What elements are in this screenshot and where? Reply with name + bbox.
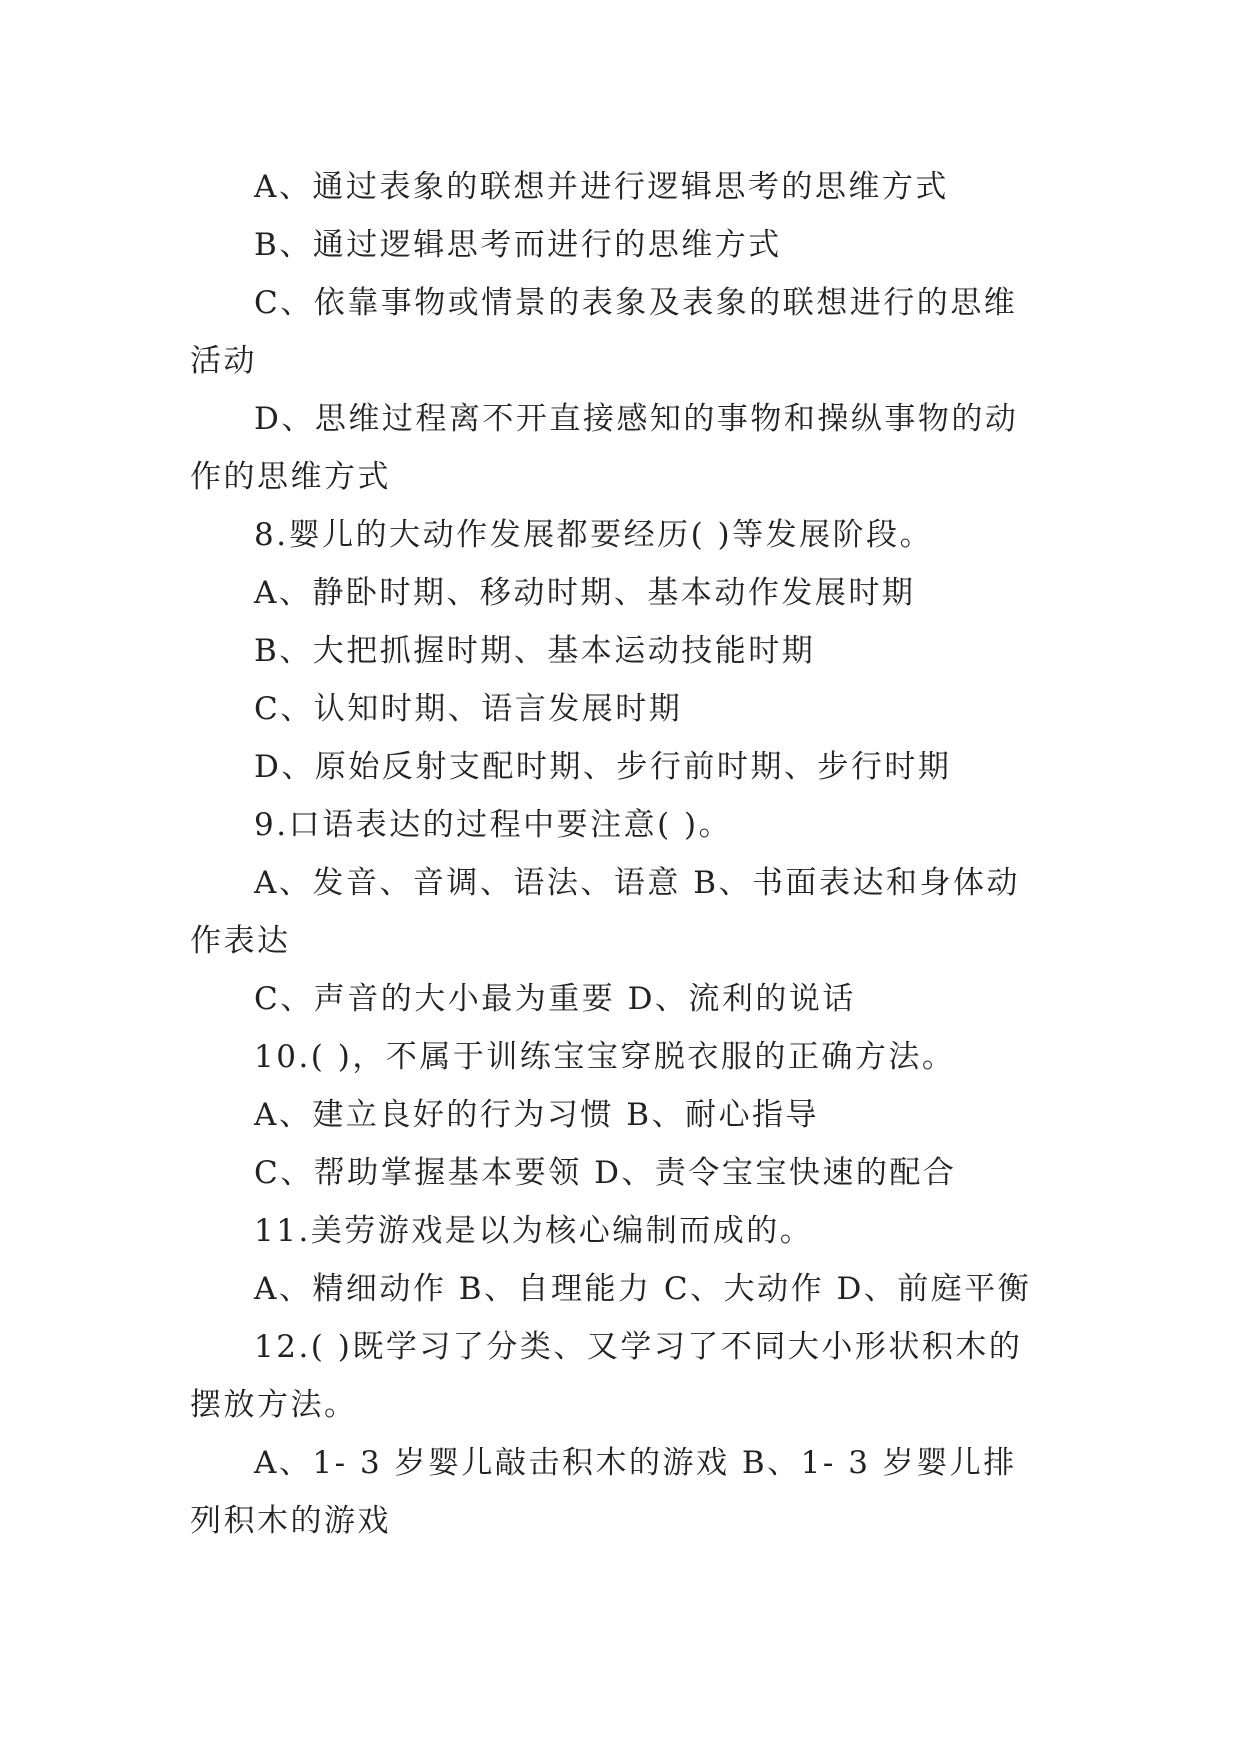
option-d-line: D、思维过程离不开直接感知的事物和操纵事物的动作的思维方式 (190, 401, 1019, 495)
question-10: 10.( )，不属于训练宝宝穿脱衣服的正确方法。 (254, 1039, 956, 1075)
question-8: 8.婴儿的大动作发展都要经历( )等发展阶段。 (254, 517, 934, 553)
q8-option-a: A、静卧时期、移动时期、基本动作发展时期 (254, 575, 916, 611)
q12-options-ab: A、1- 3 岁婴儿敲击积木的游戏 B、1- 3 岁婴儿排列积木的游戏 (190, 1445, 1017, 1539)
option-c-line: C、依靠事物或情景的表象及表象的联想进行的思维活动 (190, 285, 1018, 379)
q8-option-b: B、大把抓握时期、基本运动技能时期 (254, 633, 816, 669)
q10-options-ab: A、建立良好的行为习惯 B、耐心指导 (254, 1097, 820, 1133)
q8-option-d: D、原始反射支配时期、步行前时期、步行时期 (254, 749, 952, 785)
question-9: 9.口语表达的过程中要注意( )。 (254, 807, 733, 843)
question-11: 11.美劳游戏是以为核心编制而成的。 (254, 1213, 814, 1249)
q11-options: A、精细动作 B、自理能力 C、大动作 D、前庭平衡 (254, 1271, 1032, 1307)
q9-options-ab: A、发音、音调、语法、语意 B、书面表达和身体动作表达 (190, 865, 1021, 959)
option-a-line: A、通过表象的联想并进行逻辑思考的思维方式 (254, 169, 949, 205)
document-body (190, 158, 1050, 1550)
option-b-line: B、通过逻辑思考而进行的思维方式 (254, 227, 782, 263)
q9-options-cd: C、声音的大小最为重要 D、流利的说话 (254, 981, 856, 1017)
question-12: 12.( )既学习了分类、又学习了不同大小形状积木的摆放方法。 (190, 1329, 1023, 1423)
q10-options-cd: C、帮助掌握基本要领 D、责令宝宝快速的配合 (254, 1155, 957, 1191)
q8-option-c: C、认知时期、语言发展时期 (254, 691, 683, 727)
